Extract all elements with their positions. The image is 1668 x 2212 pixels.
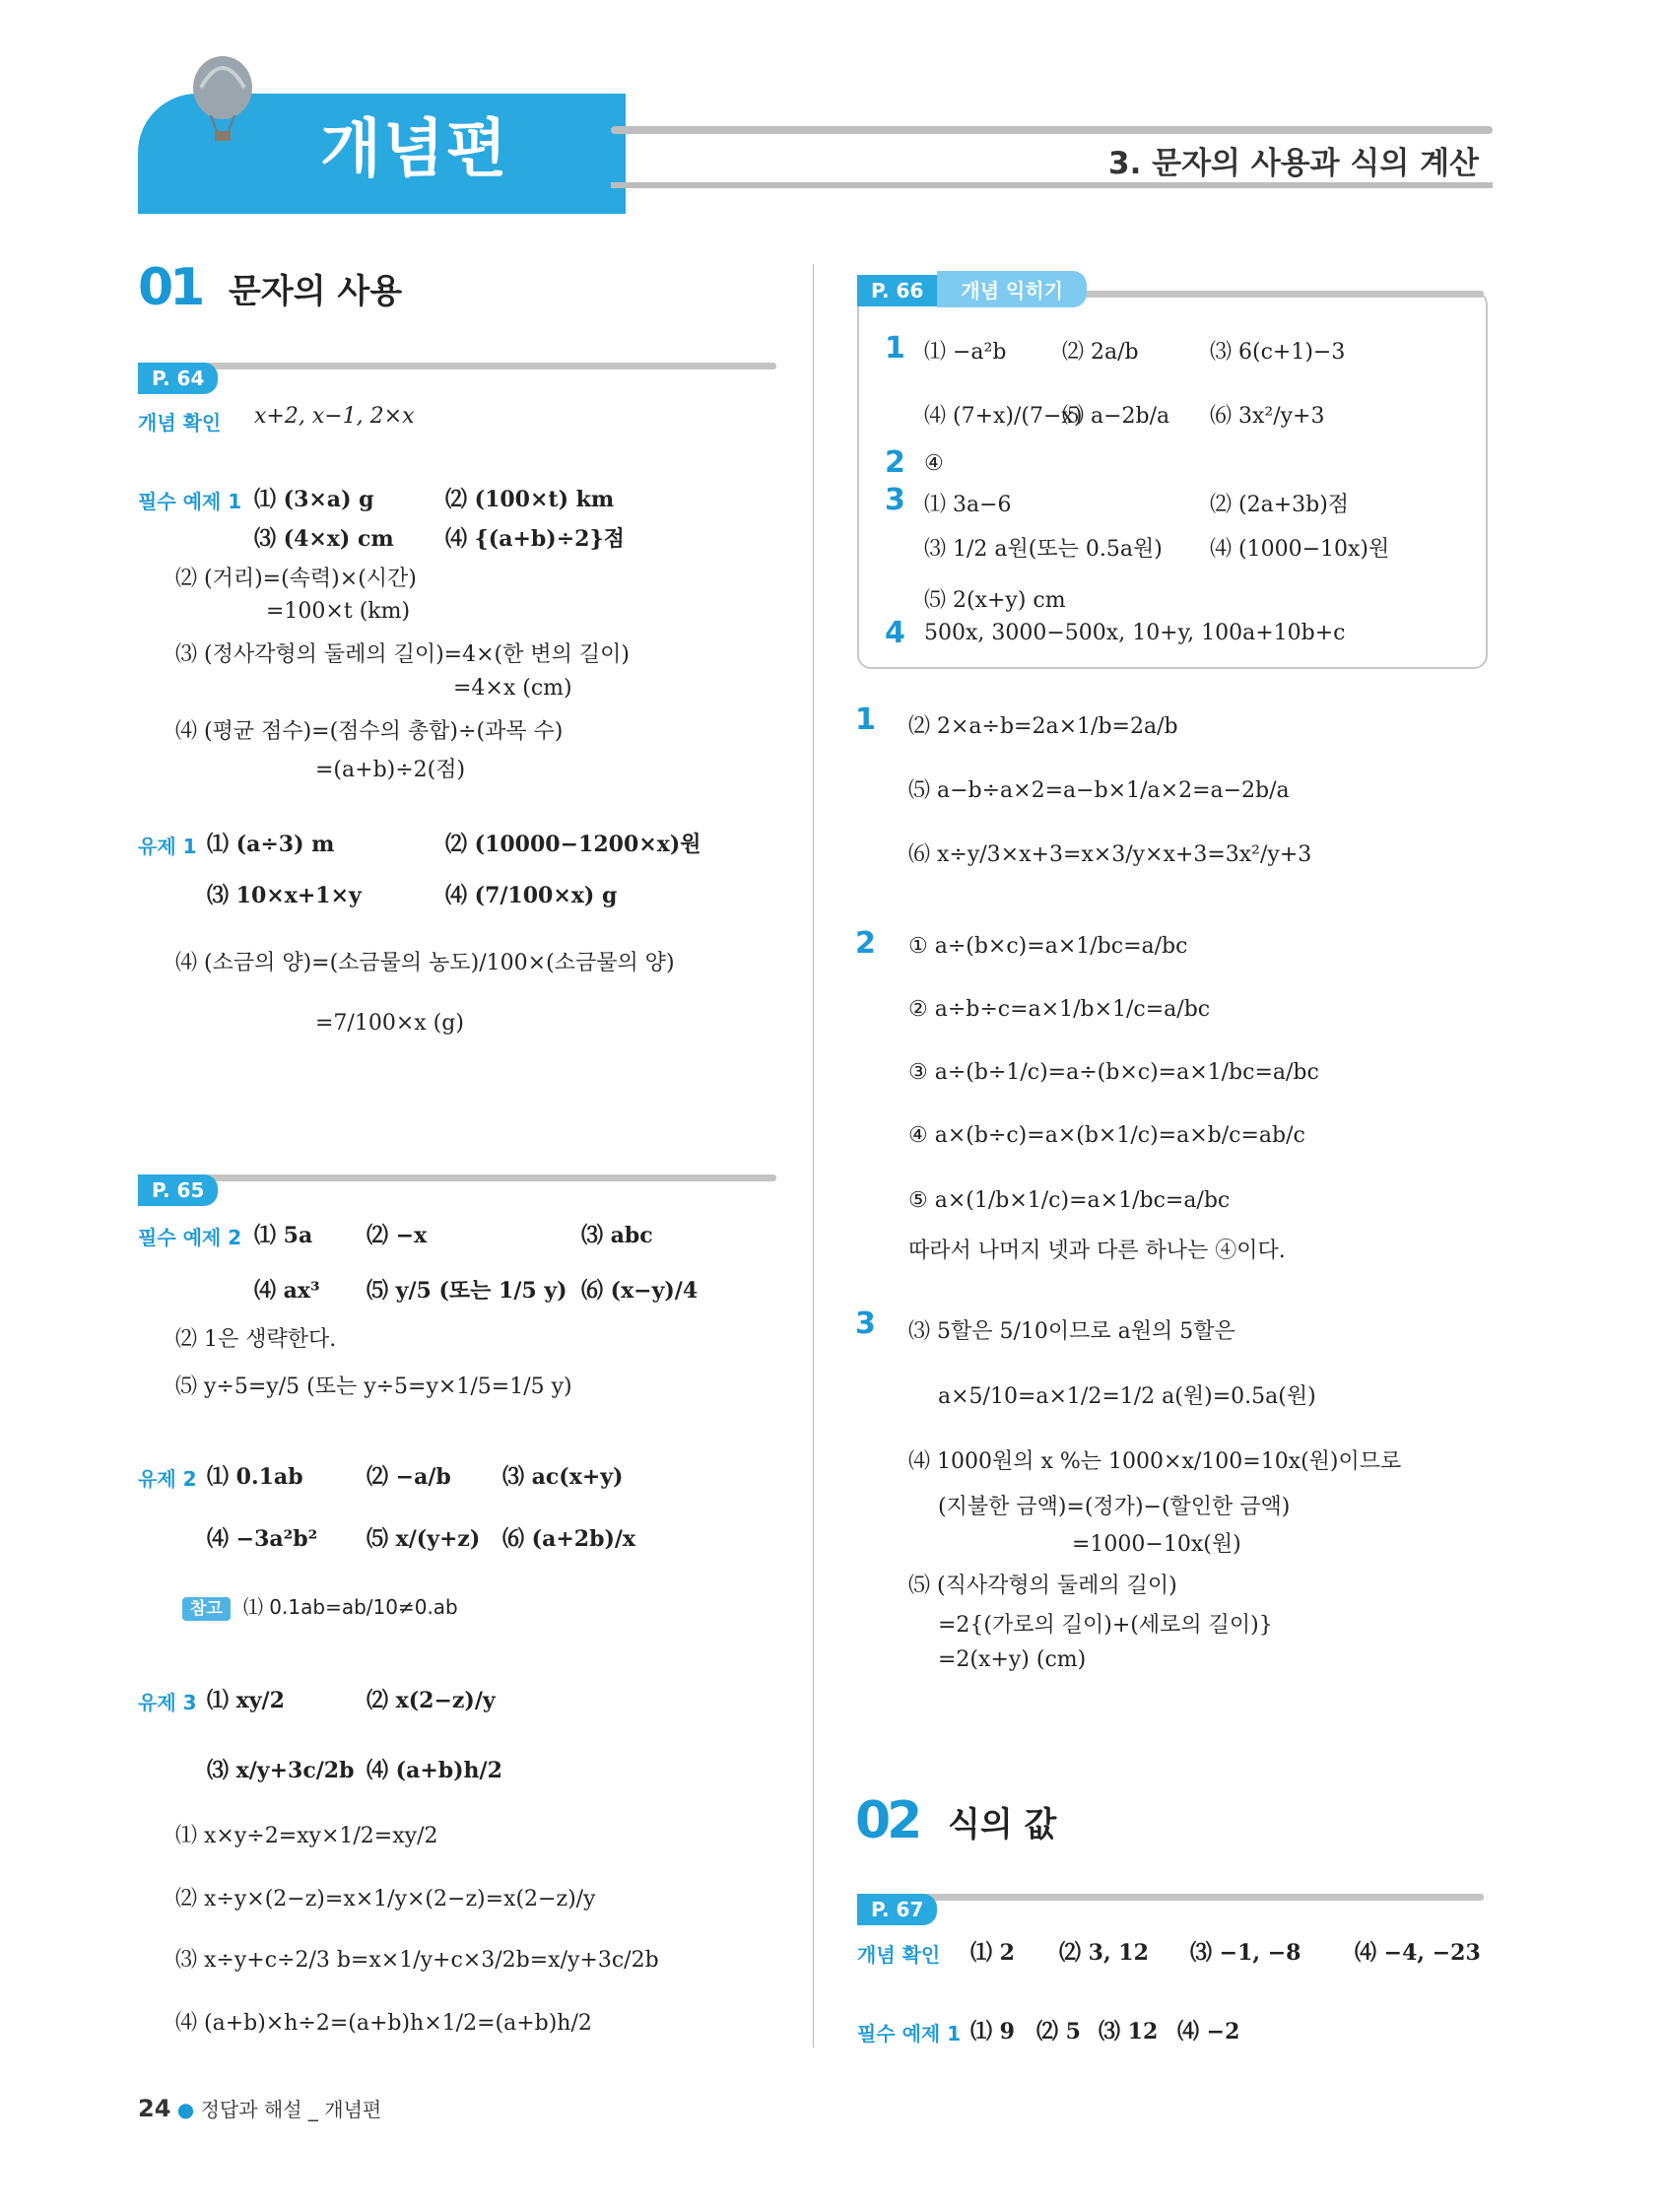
answer: ⑷ −2	[1177, 2019, 1240, 2044]
solution-line: =4×x (cm)	[453, 676, 572, 701]
answer: ⑴ 0.1ab	[207, 1464, 303, 1490]
answer: ⑶ −1, −8	[1190, 1940, 1301, 1966]
solution-line: 따라서 나머지 넷과 다른 하나는 ④이다.	[908, 1239, 1286, 1263]
solution-line: ⑸ a−b÷a×2=a−b×1/a×2=a−2b/a	[908, 778, 1290, 803]
answer: ⑷ (a+b)h/2	[367, 1758, 502, 1783]
solution-line: a×5/10=a×1/2=1/2 a(원)=0.5a(원)	[938, 1384, 1316, 1409]
chapter-title: 3. 문자의 사용과 식의 계산	[1108, 146, 1479, 181]
answer: ⑸ y/5 (또는 1/5 y)	[367, 1278, 567, 1304]
exercise-label: 유제 3	[138, 1691, 197, 1714]
footer-text: 정답과 해설 _ 개념편	[200, 2098, 382, 2121]
section-title: 문자의 사용	[229, 272, 403, 311]
solution-number: 3	[855, 1307, 876, 1341]
solution-line: ⑵ 1은 생략한다.	[175, 1327, 337, 1352]
solution-line: ⑷ (평균 점수)=(점수의 총합)÷(과목 수)	[175, 719, 564, 744]
footer	[138, 2094, 381, 2122]
note	[182, 1591, 458, 1620]
question-number: 4	[885, 616, 905, 650]
answer: ⑹ (x−y)/4	[581, 1278, 699, 1304]
section-number: 01	[138, 258, 202, 317]
answer: ⑷ ax³	[254, 1278, 320, 1304]
answer: ⑸ a−2b/a	[1062, 404, 1170, 429]
answer: ⑷ −4, −23	[1355, 1940, 1481, 1966]
answer: ⑴ 9	[970, 2019, 1015, 2044]
example-label: 필수 예제 1	[857, 2022, 962, 2045]
page-number: 24	[138, 2095, 171, 2122]
solution-number: 1	[855, 703, 876, 737]
answer: ⑴ 3a−6	[924, 493, 1012, 517]
solution-line: ⑵ x÷y×(2−z)=x×1/y×(2−z)=x(2−z)/y	[175, 1887, 596, 1911]
solution-line: ⑷ 1000원의 x %는 1000×x/100=10x(원)이므로	[908, 1449, 1402, 1474]
solution-line: ⑷ (소금의 양)=(소금물의 농도)/100×(소금물의 양)	[175, 951, 675, 975]
answer: ⑴ −a²b	[924, 340, 1007, 365]
section-title: 식의 값	[948, 1805, 1057, 1844]
answer: ⑵ −x	[367, 1223, 428, 1248]
solution-line: ④ a×(b÷c)=a×(b×1/c)=a×b/c=ab/c	[908, 1123, 1305, 1148]
question-number: 1	[885, 331, 905, 366]
solution-line: ③ a÷(b÷1/c)=a÷(b×c)=a×1/bc=a/bc	[908, 1060, 1319, 1085]
answer: ⑴ 2	[970, 1940, 1015, 1966]
page-badge: P. 65	[138, 1174, 218, 1206]
answer: ⑶ x/y+3c/2b	[207, 1758, 355, 1783]
answer: ⑸ x/(y+z)	[367, 1526, 481, 1552]
solution-line: ⑴ x×y÷2=xy×1/2=xy/2	[175, 1824, 438, 1848]
bullet-icon: ●	[176, 2098, 201, 2121]
solution-number: 2	[855, 926, 876, 961]
solution-line: ⑸ y÷5=y/5 (또는 y÷5=y×1/5=1/5 y)	[175, 1374, 572, 1399]
header-title: 개념편	[320, 113, 509, 186]
answer: ⑷ (1000−10x)원	[1210, 537, 1390, 562]
exercise-label: 유제 2	[138, 1467, 197, 1491]
answer: ⑵ (2a+3b)점	[1210, 493, 1350, 517]
answer: ⑶ ac(x+y)	[502, 1464, 624, 1490]
page-rule	[138, 1174, 776, 1181]
concept-label: 개념 확인	[857, 1943, 941, 1967]
page-rule	[857, 1894, 1484, 1901]
answer: ⑵ 5	[1036, 2019, 1081, 2044]
page-badge: P. 67	[857, 1894, 937, 1925]
badge-tag: 개념 익히기	[937, 271, 1087, 307]
solution-line: =2{(가로의 길이)+(세로의 길이)}	[938, 1613, 1273, 1638]
answer: ⑷ (7/100×x) g	[445, 883, 618, 908]
page-badge: P. 64	[138, 363, 218, 394]
question-number: 2	[885, 445, 905, 480]
answer: ⑵ (10000−1200×x)원	[445, 832, 701, 857]
exercise-label: 유제 1	[138, 835, 197, 858]
column-divider	[813, 264, 814, 2047]
answer: ⑶ (4×x) cm	[254, 526, 394, 552]
solution-line: ⑵ 2×a÷b=2a×1/b=2a/b	[908, 714, 1178, 739]
answer: ⑵ 2a/b	[1062, 340, 1139, 365]
answer: ⑴ (3×a) g	[254, 487, 374, 512]
example-label: 필수 예제 2	[138, 1226, 242, 1249]
solution-line: ① a÷(b×c)=a×1/bc=a/bc	[908, 934, 1188, 959]
answer: ⑵ −a/b	[367, 1464, 451, 1490]
solution-line: ⑸ (직사각형의 둘레의 길이)	[908, 1574, 1177, 1598]
answer: ⑶ 12	[1099, 2019, 1159, 2044]
header-rule	[611, 126, 1493, 134]
question-number: 3	[885, 483, 905, 517]
example-label: 필수 예제 1	[138, 490, 242, 513]
answer: ⑷ (7+x)/(7−x)	[924, 404, 1083, 429]
answer: ⑹ (a+2b)/x	[502, 1526, 636, 1552]
solution-line: ⑶ (정사각형의 둘레의 길이)=4×(한 변의 길이)	[175, 642, 630, 667]
answer: ⑴ 5a	[254, 1223, 313, 1248]
solution-line: ⑵ (거리)=(속력)×(시간)	[175, 567, 417, 591]
answer: ⑷ −3a²b²	[207, 1526, 318, 1552]
answer: ⑵ 3, 12	[1059, 1940, 1149, 1966]
answer: ④	[924, 451, 944, 476]
solution-line: =1000−10x(원)	[1072, 1532, 1241, 1557]
section-number: 02	[855, 1791, 919, 1850]
solution-line: (지불한 금액)=(정가)−(할인한 금액)	[938, 1495, 1291, 1519]
solution-line: =100×t (km)	[266, 599, 411, 624]
answer: ⑶ 10×x+1×y	[207, 883, 362, 908]
answer: ⑹ 3x²/y+3	[1210, 404, 1325, 429]
solution-line: ⑶ 5할은 5/10이므로 a원의 5할은	[908, 1319, 1235, 1344]
solution-line: ② a÷b÷c=a×1/b×1/c=a/bc	[908, 997, 1211, 1022]
answer: ⑴ (a÷3) m	[207, 832, 335, 857]
concept-answer: x+2, x−1, 2×x	[254, 404, 415, 429]
answer: ⑴ xy/2	[207, 1688, 285, 1713]
solution-line: =(a+b)÷2(점)	[315, 758, 466, 782]
answer: 500x, 3000−500x, 10+y, 100a+10b+c	[924, 621, 1346, 645]
answer: ⑵ x(2−z)/y	[367, 1688, 496, 1713]
answer: ⑶ abc	[581, 1223, 653, 1248]
page-rule	[138, 363, 776, 369]
note-label: 참고	[182, 1597, 231, 1621]
answer: ⑷ {(a+b)÷2}점	[445, 526, 625, 552]
solution-line: ⑹ x÷y/3×x+3=x×3/y×x+3=3x²/y+3	[908, 842, 1312, 867]
answer: ⑵ (100×t) km	[445, 487, 615, 512]
solution-line: ⑷ (a+b)×h÷2=(a+b)h×1/2=(a+b)h/2	[175, 2011, 592, 2036]
answer: ⑸ 2(x+y) cm	[924, 588, 1066, 613]
practice-badge	[857, 271, 1087, 307]
solution-line: =7/100×x (g)	[315, 1011, 464, 1036]
answer: ⑶ 6(c+1)−3	[1210, 340, 1346, 365]
note-text: ⑴ 0.1ab=ab/10≠0.ab	[242, 1595, 458, 1619]
solution-line: =2(x+y) (cm)	[938, 1647, 1087, 1672]
solution-line: ⑶ x÷y+c÷2/3 b=x×1/y+c×3/2b=x/y+3c/2b	[175, 1948, 659, 1973]
concept-label: 개념 확인	[138, 411, 222, 435]
page-badge: P. 66	[857, 275, 937, 306]
solution-line: ⑤ a×(1/b×1/c)=a×1/bc=a/bc	[908, 1188, 1231, 1213]
answer: ⑶ 1/2 a원(또는 0.5a원)	[924, 537, 1163, 562]
balloon-icon	[187, 54, 258, 145]
header-rule-bottom	[611, 182, 1493, 188]
